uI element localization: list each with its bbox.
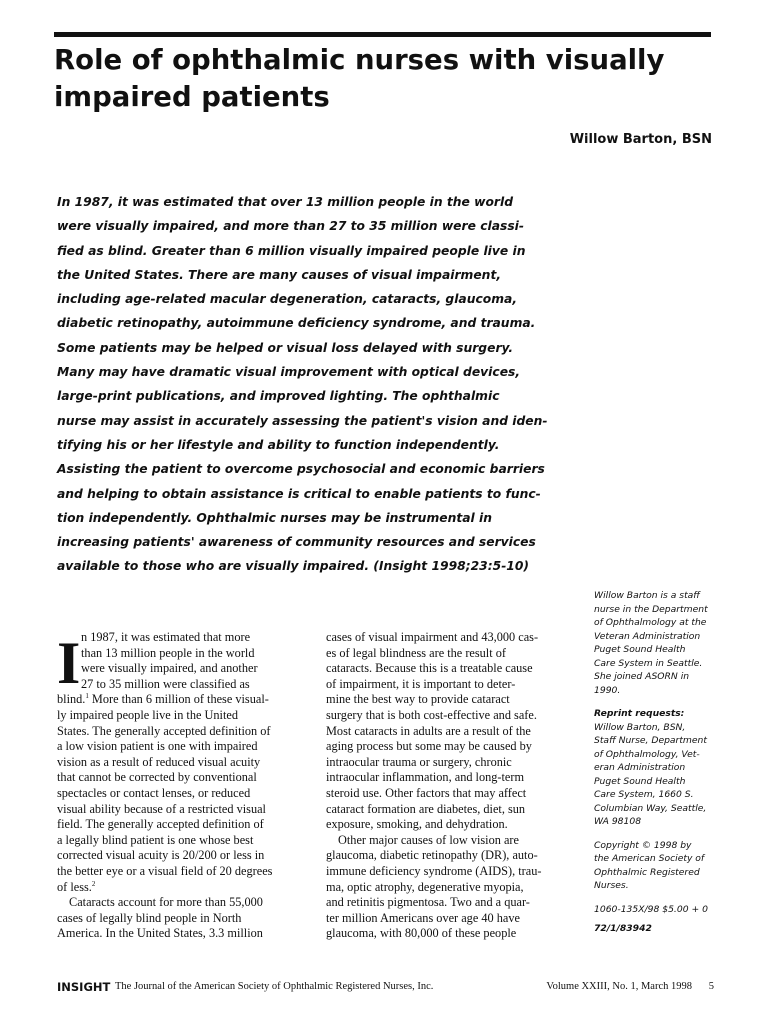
body-column-2 bbox=[326, 630, 581, 942]
body-line: of impairment, it is important to deter- bbox=[326, 676, 516, 691]
body-text: More than 6 million of these visual- bbox=[88, 692, 269, 707]
reprint-line: Care System, 1660 S. bbox=[594, 789, 694, 800]
citation-marker: 1 bbox=[85, 692, 89, 701]
copyright-line: Ophthalmic Registered bbox=[594, 866, 700, 878]
author-sidebar bbox=[594, 589, 719, 936]
reprint-line: Willow Barton, BSN, bbox=[594, 721, 686, 733]
body-line: cataracts. Because this is a treatable cause bbox=[326, 661, 533, 676]
body-line: vision as a result of reduced visual acuity bbox=[57, 754, 261, 769]
body-line: n 1987, it was estimated that more bbox=[81, 630, 251, 644]
bio-line: Puget Sound Health bbox=[594, 644, 686, 655]
abstract-line: fied as blind. Greater than 6 million visually impaired people live in bbox=[57, 243, 526, 258]
body-line: Most cataracts in adults are a result of the bbox=[326, 723, 531, 738]
abstract-line: Some patients may be helped or visual loss delayed with surgery. bbox=[57, 340, 514, 355]
body-text: of less. bbox=[57, 879, 92, 894]
body-line: ly impaired people live in the United bbox=[57, 707, 238, 722]
title-line: Role of ophthalmic nurses with visually bbox=[54, 44, 665, 76]
bio-line: nurse in the Department bbox=[594, 603, 708, 615]
body-line: and retinitis pigmentosa. Two and a quar- bbox=[326, 895, 530, 910]
body-line bbox=[57, 692, 312, 708]
bio-line: Care System in Seattle. bbox=[594, 657, 703, 669]
body-line: that cannot be corrected by conventional bbox=[57, 770, 257, 785]
bio-line: 1990. bbox=[594, 684, 621, 696]
body-line: intraocular inflammation, and long-term bbox=[326, 770, 525, 785]
reprint-line: Columbian Way, Seattle, bbox=[594, 802, 707, 814]
body-line: aging process but some may be caused by bbox=[326, 739, 532, 754]
title-line: impaired patients bbox=[54, 81, 330, 113]
price-code: 1060-135X/98 $5.00 + 0 bbox=[594, 903, 708, 915]
body-line: field. The generally accepted definition of bbox=[57, 817, 264, 832]
abstract bbox=[57, 190, 548, 579]
copyright-line: the American Society of bbox=[594, 853, 705, 864]
body-line: immune deficiency syndrome (AIDS), trau- bbox=[326, 863, 542, 878]
bio-line: She joined ASORN in bbox=[594, 671, 690, 682]
abstract-line: In 1987, it was estimated that over 13 million people in the world bbox=[57, 195, 513, 209]
body-line bbox=[57, 880, 312, 896]
body-line: ma, optic atrophy, degenerative myopia, bbox=[326, 879, 524, 894]
reprint-line: Puget Sound Health bbox=[594, 775, 686, 787]
abstract-line: diabetic retinopathy, autoimmune deficiency syndrome, and trauma. bbox=[57, 316, 536, 331]
article-code: 72/1/83942 bbox=[594, 923, 652, 934]
page-footer bbox=[57, 981, 714, 997]
body-line: surgery that is both cost-effective and safe. bbox=[326, 707, 537, 722]
body-line: ter million Americans over age 40 have bbox=[326, 910, 520, 925]
abstract-line: Assisting the patient to overcome psychosocial and economic barriers bbox=[57, 462, 545, 477]
body-line: cataract formation are diabetes, diet, sun bbox=[326, 801, 526, 816]
body-column-1 bbox=[57, 630, 312, 942]
title-rule bbox=[54, 32, 711, 37]
abstract-line: nurse may assist in accurately assessing the patient's vision and iden- bbox=[57, 413, 548, 428]
body-line: es of legal blindness are the result of bbox=[326, 645, 506, 660]
reprint-line: of Ophthalmology, Vet- bbox=[594, 748, 700, 760]
body-line: glaucoma, with 80,000 of these people bbox=[326, 926, 517, 941]
body-line: a legally blind patient is one whose best bbox=[57, 832, 254, 847]
author-byline: Willow Barton, BSN bbox=[569, 132, 712, 147]
body-line: Cataracts account for more than 55,000 bbox=[69, 895, 263, 910]
body-line: 27 to 35 million were classified as bbox=[81, 676, 250, 691]
citation-marker: 2 bbox=[91, 879, 96, 888]
body-line: mine the best way to provide cataract bbox=[326, 692, 510, 707]
copyright-line: Copyright © 1998 by bbox=[594, 839, 692, 851]
abstract-line: including age-related macular degeneration, cataracts, glaucoma, bbox=[57, 292, 518, 307]
body-line: were visually impaired, and another bbox=[81, 661, 258, 676]
abstract-line: increasing patients' awareness of community resources and services bbox=[57, 535, 536, 550]
body-line: corrected visual acuity is 20/200 or less in bbox=[57, 848, 265, 863]
body-line: visual ability because of a restricted visual bbox=[57, 801, 266, 816]
reprint-line: Staff Nurse, Department bbox=[594, 735, 707, 746]
body-line: Other major causes of low vision are bbox=[338, 832, 519, 847]
copyright-line: Nurses. bbox=[594, 880, 629, 891]
abstract-line: and helping to obtain assistance is critical to enable patients to func- bbox=[57, 486, 541, 501]
volume-info: Volume XXIII, No. 1, March 1998 bbox=[546, 981, 692, 992]
drop-cap: I bbox=[57, 630, 81, 696]
body-line: States. The generally accepted definition of bbox=[57, 723, 271, 738]
body-line: exposure, smoking, and dehydration. bbox=[326, 817, 508, 832]
reprint-line: eran Administration bbox=[594, 762, 686, 773]
page-number: 5 bbox=[708, 981, 714, 992]
abstract-line: were visually impaired, and more than 27 to 35 million were classi- bbox=[57, 219, 524, 234]
body-line: the better eye or a visual field of 20 degrees bbox=[57, 863, 273, 878]
abstract-line: tion independently. Ophthalmic nurses may be instrumental in bbox=[57, 510, 492, 525]
body-line: glaucoma, diabetic retinopathy (DR), auto- bbox=[326, 848, 538, 863]
abstract-line: large-print publications, and improved lighting. The ophthalmic bbox=[57, 389, 500, 404]
abstract-line: tifying his or her lifestyle and ability to function independently. bbox=[57, 437, 500, 452]
article-title bbox=[54, 42, 714, 116]
journal-logo: INSIGHT bbox=[57, 980, 111, 994]
body-line: steroid use. Other factors that may affect bbox=[326, 785, 527, 800]
bio-line: Veteran Administration bbox=[594, 630, 701, 642]
body-line: cases of legally blind people in North bbox=[57, 910, 242, 925]
body-line: intraocular trauma or surgery, chronic bbox=[326, 754, 512, 769]
body-line: than 13 million people in the world bbox=[81, 645, 255, 660]
bio-line: of Ophthalmology at the bbox=[594, 617, 707, 628]
abstract-line: available to those who are visually impaired. (Insight 1998;23:5-10) bbox=[57, 559, 530, 574]
abstract-line: Many may have dramatic visual improvement with optical devices, bbox=[57, 365, 521, 380]
journal-name: The Journal of the American Society of Ophthalmic Registered Nurses, Inc. bbox=[115, 981, 434, 992]
reprint-line: WA 98108 bbox=[594, 816, 642, 827]
bio-line: Willow Barton is a staff bbox=[594, 590, 700, 601]
body-line: a low vision patient is one with impaired bbox=[57, 739, 258, 754]
body-line: America. In the United States, 3.3 million bbox=[57, 926, 263, 941]
abstract-line: the United States. There are many causes of visual impairment, bbox=[57, 267, 501, 282]
body-text: blind. bbox=[57, 692, 86, 707]
reprint-heading: Reprint requests: bbox=[594, 708, 685, 719]
body-line: spectacles or contact lenses, or reduced bbox=[57, 785, 251, 800]
body-line: cases of visual impairment and 43,000 cas- bbox=[326, 630, 539, 644]
